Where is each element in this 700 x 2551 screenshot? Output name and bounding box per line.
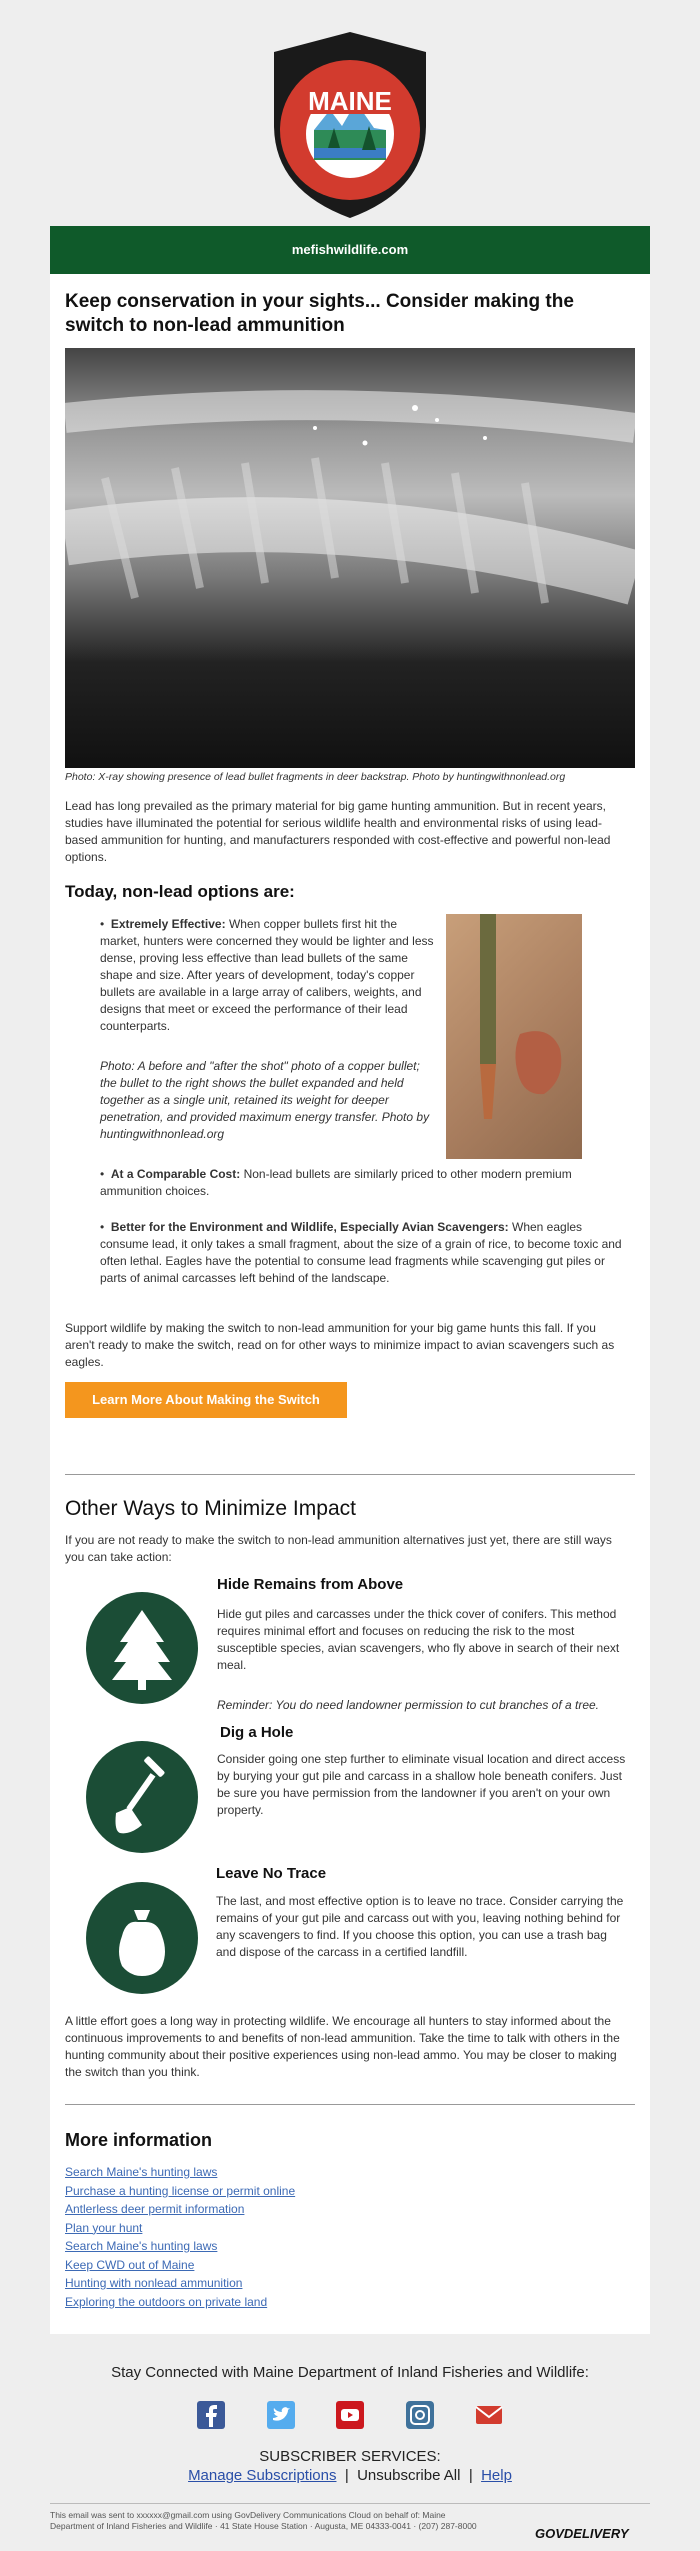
link-antlerless-permit[interactable]: Antlerless deer permit information [65, 2202, 245, 2216]
point-3: • Better for the Environment and Wildlife, Especially Avian Scavengers: When eagles consume lead, it only takes a small fragment, about the size of a grain of rice, to become toxic and often lethal. Eagles have the potential to consume lead fragments while scavenging gut piles or parts of animal carcasses left behind of the landscape. [100, 1220, 622, 1285]
logo-maine-text: MAINE [308, 86, 392, 116]
link-hunting-laws[interactable]: Search Maine's hunting laws [65, 2165, 218, 2179]
point-2-text: Non-lead bullets are similarly priced to other modern premium ammunition choices. [100, 1167, 572, 1198]
copper-bullet-photo [446, 914, 582, 1159]
stay-connected: Stay Connected with Maine Department of Inland Fisheries and Wildlife: [111, 2364, 589, 2381]
social-icons [197, 2401, 503, 2433]
step-2-text: Consider going one step further to eliminate visual location and direct access by burying your gut pile and carcass in a shallow hole beneath conifers. Just be sure you have permission from the landowner if you aren't on your own property. [217, 1752, 626, 1817]
step-1-title: Hide Remains from Above [217, 1576, 404, 1593]
point-2-title: At a Comparable Cost: [110, 1167, 241, 1181]
subscriber-services [0, 2447, 700, 2485]
link-nonlead-ammo[interactable]: Hunting with nonlead ammunition [65, 2276, 243, 2290]
separator: | [468, 2467, 473, 2484]
point-3-text: When eagles consume lead, it only takes a small fragment, about the size of a grain of rice, to become toxic and often lethal. Eagles have the potential to consume lead fragments while scavenging gut piles or parts of animal carcasses left behind of the landscape. [100, 1220, 622, 1285]
link-cwd[interactable]: Keep CWD out of Maine [65, 2257, 195, 2272]
trash-bag-icon [86, 1882, 198, 1994]
closing-paragraph: A little effort goes a long way in protecting wildlife. We encourage all hunters to stay informed about the continuous improvements to and benefits of non-lead ammunition. Take the time to talk with others in the hunting community about their positive experiences using non-lead ammo. You may be closer to making the switch than you think. [65, 2014, 620, 2079]
other-ways-heading: Other Ways to Minimize Impact [65, 1497, 356, 1520]
step-1-text: Hide gut piles and carcasses under the thick cover of conifers. This method requires minimal effort and focuses on reducing the risk to the most susceptible species, avian scavengers, who fly above in search of their next meal. [217, 1607, 620, 1672]
link-hunting-laws-2[interactable]: Search Maine's hunting laws [65, 2239, 218, 2253]
bullet-caption: Photo: A before and "after the shot" photo of a copper bullet; the bullet to the right shows the bullet expanded and held together as a single unit, retained its weight for deeper penetration, and provided maximum energy transfer. Photo by huntingwithnonlead.org [100, 1059, 430, 1141]
support-paragraph: Support wildlife by making the switch to non-lead ammunition for your big game hunts this fall. If you aren't ready to make the switch, read on for other ways to minimize impact to avian scavengers such as eagles. [65, 1321, 615, 1369]
more-info-links [65, 2163, 465, 2311]
unsubscribe-all-link[interactable]: Unsubscribe All [357, 2467, 461, 2484]
step-1-note: Reminder: You do need landowner permission to cut branches of a tree. [217, 1698, 600, 1712]
point-1-text: When copper bullets first hit the market, hunters were concerned they would be lighter and less dense, proving less effective than lead bullets of the same shape and size. After years of development, today's copper bullets are available in a large array of calibers, weights, and designs that meet or exceed the performance of their lead counterparts. [100, 917, 434, 1033]
other-ways-intro: If you are not ready to make the switch to non-lead ammunition alternatives just yet, there are still ways you can take action: [65, 1533, 612, 1564]
divider [65, 1474, 635, 1475]
youtube-icon[interactable] [336, 2401, 364, 2429]
link-plan-hunt[interactable]: Plan your hunt [65, 2220, 143, 2235]
email-icon[interactable] [475, 2401, 503, 2429]
point-1-title: Extremely Effective: [110, 917, 226, 931]
xray-caption: Photo: X-ray showing presence of lead bullet fragments in deer backstrap. Photo by huntingwithnonlead.org [65, 771, 566, 783]
tree-icon [86, 1592, 198, 1704]
point-3-title: Better for the Environment and Wildlife, Especially Avian Scavengers: [110, 1220, 509, 1234]
step-2-title: Dig a Hole [220, 1724, 294, 1741]
manage-subscriptions-link[interactable]: Manage Subscriptions [188, 2467, 337, 2484]
govdelivery-logo[interactable]: GOVDELIVERY [535, 2526, 629, 2541]
footer-divider [50, 2503, 650, 2504]
step-3-text: The last, and most effective option is to leave no trace. Consider carrying the remains of your gut pile and carcass out with you, leaving nothing behind for any scavengers to find. If you choose this option, you can use a trash bag and dispose of the carcass in a certified landfill. [216, 1894, 624, 1959]
more-info-heading: More information [65, 2130, 212, 2150]
shovel-icon [86, 1741, 198, 1853]
subscriber-label: SUBSCRIBER SERVICES: [259, 2448, 441, 2465]
banner-link[interactable]: mefishwildlife.com [291, 242, 409, 257]
maine-ifw-logo[interactable] [270, 30, 430, 220]
point-1: • Extremely Effective: When copper bullets first hit the market, hunters were concerned they would be lighter and less dense, proving less effective than lead bullets of the same shape and size. After years of development, today's copper bullets are available in a large array of calibers, weights, and designs that meet or exceed the performance of their lead counterparts. [100, 917, 434, 1033]
options-heading: Today, non-lead options are: [65, 882, 295, 901]
intro-paragraph: Lead has long prevailed as the primary material for big game hunting ammunition. But in recent years, studies have illuminated the potential for serious wildlife health and environmental risks of using lead-based ammunition for hunting, and manufacturers responded with cost-effective and powerful non-lead options. [65, 799, 611, 864]
point-2: • At a Comparable Cost: Non-lead bullets are similarly priced to other modern premium ammunition choices. [100, 1167, 572, 1198]
separator: | [344, 2467, 349, 2484]
link-private-land[interactable]: Exploring the outdoors on private land [65, 2294, 268, 2309]
article-title: Keep conservation in your sights... Consider making the switch to non-lead ammunition [65, 291, 574, 336]
xray-vertebrae-image [65, 348, 635, 768]
divider [65, 2104, 635, 2105]
xray-photo [65, 348, 635, 768]
site-banner[interactable] [50, 226, 650, 274]
footer-legal: This email was sent to xxxxxx@gmail.com using GovDelivery Communications Cloud on behalf of: Maine Department of Inland Fisheries and Wildlife · 41 State House Station · Augusta, ME 04333-0041 · (207) 287-8000 [50, 2510, 477, 2531]
bullets-image [446, 914, 582, 1159]
link-purchase-license[interactable]: Purchase a hunting license or permit online [65, 2183, 296, 2198]
facebook-icon[interactable] [197, 2401, 225, 2429]
instagram-icon[interactable] [406, 2401, 434, 2429]
twitter-icon[interactable] [267, 2401, 295, 2429]
learn-more-button[interactable]: Learn More About Making the Switch [65, 1382, 347, 1418]
step-3-title: Leave No Trace [216, 1865, 327, 1882]
help-link[interactable]: Help [481, 2467, 512, 2484]
